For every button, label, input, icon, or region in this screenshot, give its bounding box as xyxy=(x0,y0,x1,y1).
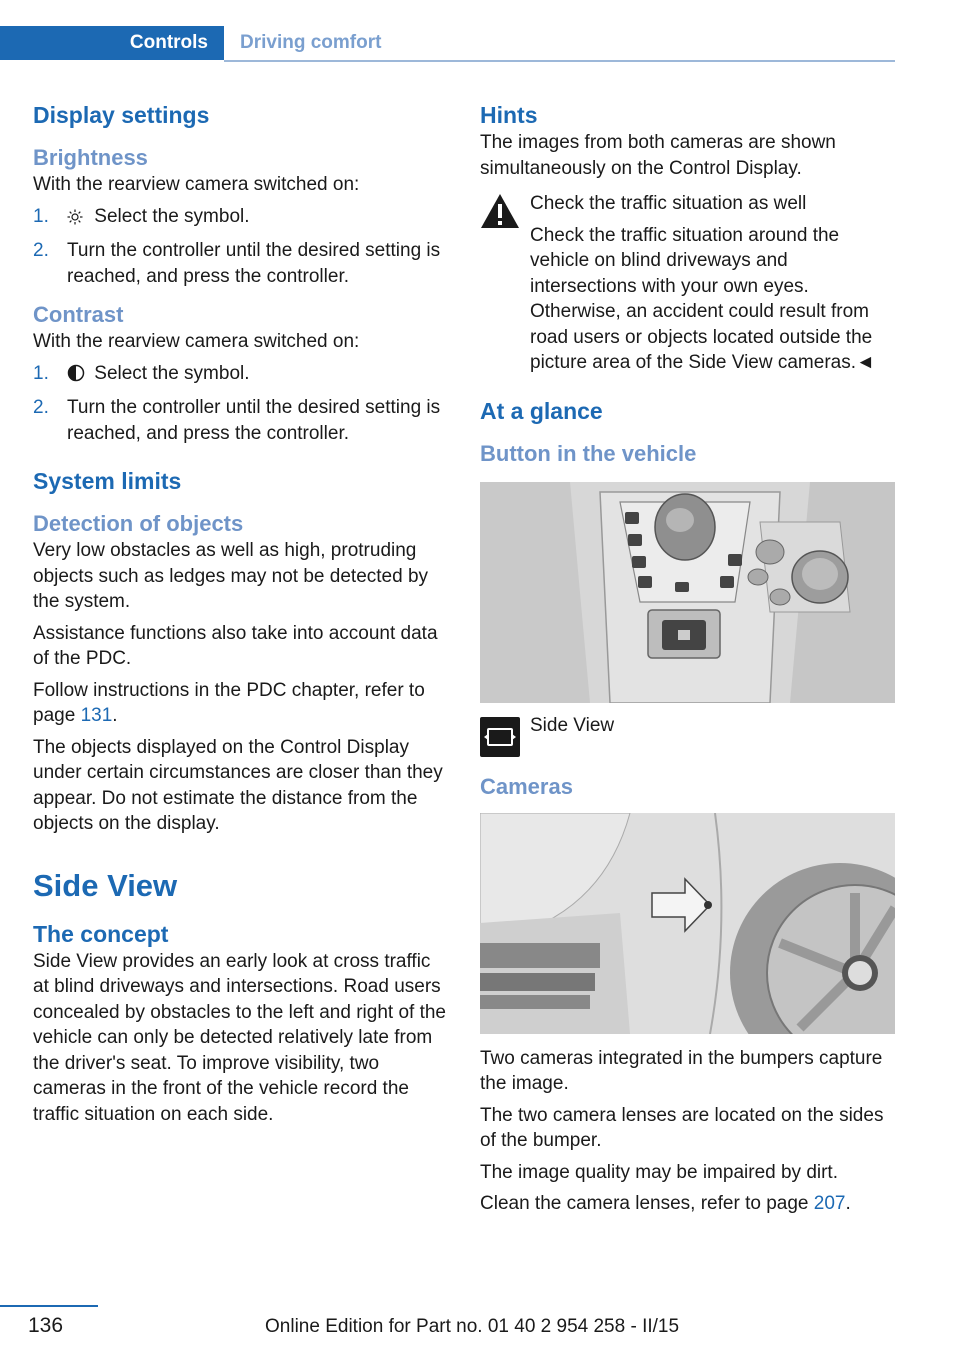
footer-divider xyxy=(0,1305,98,1307)
console-photo xyxy=(480,482,895,703)
detection-p1: Very low obstacles as well as high, protruding objects such as ledges may not be detected by the system. xyxy=(33,540,429,612)
step-number: 2. xyxy=(33,397,49,418)
step-text: Select the symbol. xyxy=(94,362,250,384)
heading-button-in-vehicle: Button in the vehicle xyxy=(480,440,697,466)
cameras-p4-text: Clean the camera lenses, refer to page xyxy=(480,1193,809,1214)
detection-p3-text: Follow instructions in the PDC chapter, refer to page xyxy=(33,679,425,726)
cameras-p2: The two camera lenses are located on the sides of the bumper. xyxy=(480,1104,884,1151)
left-column xyxy=(33,100,448,1127)
right-column xyxy=(480,100,895,1217)
side-view-button-label: Side View xyxy=(530,714,615,736)
camera-photo xyxy=(480,813,895,1034)
side-view-button-row xyxy=(480,703,895,759)
cameras-p1: Two cameras integrated in the bumpers capture the image. xyxy=(480,1047,883,1094)
heading-brightness: Brightness xyxy=(33,145,148,170)
heading-contrast: Contrast xyxy=(33,302,124,327)
heading-hints: Hints xyxy=(480,102,538,128)
heading-at-a-glance: At a glance xyxy=(480,397,603,424)
brightness-symbol-icon xyxy=(67,207,89,233)
detection-p3-end: . xyxy=(112,705,118,726)
concept-p1: Side View provides an early look at cross traffic at blind driveways and intersections. Road users concealed by obstacles to the left and right of the vehicle can only be detected relatively late from the driver's seat. To improve visibility, two cameras in the front of the vehicle record the traffic situation on each side. xyxy=(33,950,446,1125)
warning-box xyxy=(480,191,895,376)
step-text: Select the symbol. xyxy=(94,205,250,227)
brightness-step-1 xyxy=(33,204,448,233)
heading-concept: The concept xyxy=(33,920,169,947)
warning-body xyxy=(530,223,895,376)
header-divider xyxy=(224,60,895,62)
header-subsection-tab[interactable]: Driving comfort xyxy=(240,32,382,53)
brightness-steps xyxy=(33,204,448,290)
page-number: 136 xyxy=(28,1314,64,1337)
edition-note: Online Edition for Part no. 01 40 2 954 258 - II/15 xyxy=(265,1316,680,1337)
step-number: 1. xyxy=(33,205,49,227)
heading-side-view: Side View xyxy=(33,867,178,903)
heading-cameras: Cameras xyxy=(480,773,573,799)
cameras-p4 xyxy=(480,1191,895,1217)
side-view-button-icon[interactable] xyxy=(480,717,520,757)
page-link-207[interactable]: 207 xyxy=(813,1193,846,1214)
cameras-p4-end: . xyxy=(845,1193,851,1214)
warning-body-text: Check the traffic situation around the vehicle on blind driveways and intersections with your own eyes. Otherwise, an accident could result from road users or objects located outside the picture area of the Side View cameras.◄ xyxy=(530,224,875,373)
step-number: 2. xyxy=(33,240,49,261)
brightness-step-2 xyxy=(33,238,448,289)
warning-title: Check the traffic situation as well xyxy=(530,193,807,214)
step-number: 1. xyxy=(33,362,49,384)
contrast-steps xyxy=(33,361,448,447)
brightness-intro: With the rearview camera switched on: xyxy=(33,174,360,195)
header-section-tab[interactable]: Controls xyxy=(0,26,224,60)
page-link-131[interactable]: 131 xyxy=(80,705,113,726)
heading-system-limits: System limits xyxy=(33,468,182,494)
hints-p1: The images from both cameras are shown simultaneously on the Control Display. xyxy=(480,132,836,179)
contrast-intro: With the rearview camera switched on: xyxy=(33,331,360,352)
contrast-symbol-icon xyxy=(67,364,89,390)
page-header xyxy=(0,26,895,62)
detection-p4: The objects displayed on the Control Display under certain circumstances are closer than they appear. Do not estimate the distance from the objects on the display. xyxy=(33,736,443,834)
warning-triangle-icon xyxy=(480,193,520,229)
heading-detection: Detection of objects xyxy=(33,511,244,536)
detection-p3 xyxy=(33,678,448,729)
heading-display-settings: Display settings xyxy=(33,102,210,128)
step-text: Turn the controller until the desired setting is reached, and press the controller. xyxy=(67,240,441,287)
contrast-step-2 xyxy=(33,395,448,446)
detection-p2: Assistance functions also take into account data of the PDC. xyxy=(33,622,438,669)
step-text: Turn the controller until the desired setting is reached, and press the controller. xyxy=(67,397,441,444)
cameras-p3: The image quality may be impaired by dirt. xyxy=(480,1161,838,1183)
contrast-step-1 xyxy=(33,361,448,390)
